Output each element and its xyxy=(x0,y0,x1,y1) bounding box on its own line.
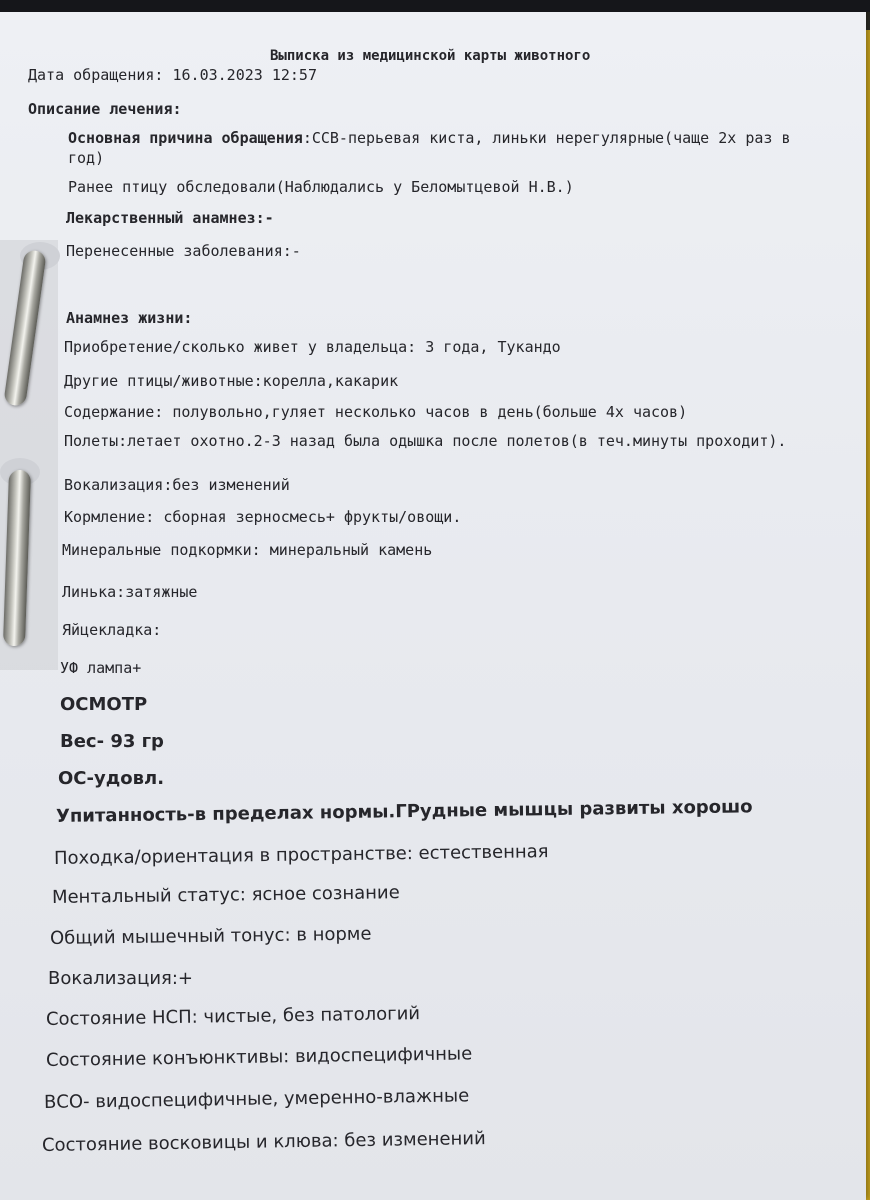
reason-text: :ССВ-перьевая киста, линьки нерегулярные(чаще 2х раз в xyxy=(302,129,791,147)
exam-item: Ментальный статус: ясное сознание xyxy=(51,882,400,908)
general-state: ОС-удовл. xyxy=(58,768,165,789)
life-item: Минеральные подкормки: минеральный камень xyxy=(62,541,433,559)
reason-text-continuation: год) xyxy=(68,149,105,167)
life-item: Приобретение/сколько живет у владельца: 3 года, Тукандо xyxy=(64,338,561,356)
exam-item: Состояние НСП: чистые, без патологий xyxy=(45,1003,421,1030)
exam-heading: ОСМОТР xyxy=(60,694,148,715)
nutrition: Упитанность-в пределах нормы.ГРудные мышцы развиты хорошо xyxy=(55,796,753,827)
weight: Вес- 93 гр xyxy=(60,731,164,752)
life-item: Яйцекладка: xyxy=(62,621,162,639)
life-item: Содержание: полувольно,гуляет несколько часов в день(больше 4х часов) xyxy=(64,403,688,421)
exam-item: Состояние восковицы и клюва: без изменений xyxy=(41,1128,486,1156)
previously-examined: Ранее птицу обследовали(Наблюдались у Беломытцевой Н.В.) xyxy=(68,178,574,196)
treatment-heading: Описание лечения: xyxy=(28,100,182,118)
exam-item: Общий мышечный тонус: в норме xyxy=(49,923,372,949)
life-item: Линька:затяжные xyxy=(62,583,198,601)
life-history-heading: Анамнез жизни: xyxy=(66,309,193,327)
life-item: Полеты:летает охотно.2-3 назад была одышка после полетов(в теч.минуты проходит). xyxy=(64,432,787,450)
life-item: Другие птицы/животные:корелла,какарик xyxy=(64,372,399,390)
exam-item: Походка/ориентация в пространстве: естественная xyxy=(53,841,549,869)
reason-line xyxy=(68,128,790,147)
reason-label: Основная причина обращения xyxy=(68,129,303,147)
exam-item: Вокализация:+ xyxy=(48,968,193,989)
exam-item: Состояние конъюнктивы: видоспецифичные xyxy=(45,1043,473,1071)
date-line: Дата обращения: 16.03.2023 12:57 xyxy=(28,66,317,84)
exam-item: ВСО- видоспецифичные, умеренно-влажные xyxy=(43,1085,470,1113)
life-item: Кормление: сборная зерносмесь+ фрукты/овощи. xyxy=(64,508,462,526)
life-item: УФ лампа+ xyxy=(60,659,142,677)
drug-history: Лекарственный анамнез:- xyxy=(66,209,274,227)
life-item: Вокализация:без изменений xyxy=(64,476,290,494)
past-diseases: Перенесенные заболевания:- xyxy=(66,242,301,260)
document-title: Выписка из медицинской карты животного xyxy=(270,48,591,64)
